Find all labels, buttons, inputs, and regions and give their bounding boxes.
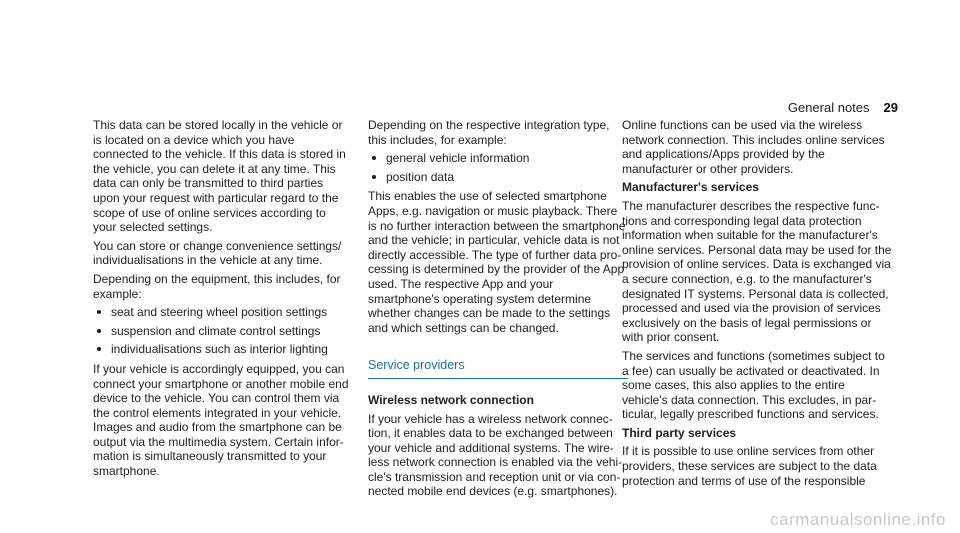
bullet-item: position data <box>368 170 628 185</box>
paragraph: The manufacturer describes the respective functions and corresponding legal data protection information when suitable for the manufacturer's online services. Personal data may be used for the provision of online services. Data is exchanged via a secure connection, e.g. to the manufacturer's designated IT systems. Personal data is collected, processed and used via the provision of services exclusively on the basis of legal permissions or with prior consent. <box>622 198 892 345</box>
subheading: Third party services <box>622 425 737 440</box>
column-3 <box>622 118 892 492</box>
bullet-item: general vehicle information <box>368 151 628 166</box>
paragraph: Depending on the equipment, this includes, for example: <box>93 271 341 301</box>
section-heading: Service providers <box>368 358 628 379</box>
bullet-list <box>368 151 628 184</box>
subheading: Wireless network connection <box>368 392 534 407</box>
paragraph: This data can be stored locally in the vehicle or is located on a device which you have connected to the vehicle. If this data is stored in the vehicle, you can delete it at any time. This data can only be transmitted to third parties upon your request with particular regard to the scope of use of online services according to your selected settings. <box>93 118 346 235</box>
column-1 <box>93 118 349 483</box>
paragraph: Depending on the respective integration type, this includes, for example: <box>368 118 610 147</box>
column-2 <box>368 118 628 503</box>
bullet-item: suspension and climate control settings <box>93 324 349 339</box>
paragraph: You can store or change convenience settings/ individualisations in the vehicle at any time. <box>93 238 342 268</box>
paragraph: If your vehicle has a wireless network connection, it enables data to be exchanged between your vehicle and additional systems. The wireless network connection is enabled via the vehicle's transmission and reception unit or via connected mobile end devices (e.g. smartphones). <box>368 411 623 499</box>
watermark: carmanualsonline.info <box>770 510 946 529</box>
bullet-item: seat and steering wheel position settings <box>93 305 349 320</box>
bullet-list <box>93 305 349 357</box>
bullet-item: individualisations such as interior lighting <box>93 342 349 357</box>
page-number: 29 <box>883 100 898 115</box>
header-title: General notes <box>787 100 870 115</box>
subheading: Manufacturer's services <box>622 180 759 195</box>
page-header <box>788 100 898 115</box>
paragraph: If it is possible to use online services from other providers, these services are subject to the data protection and terms of use of the responsible <box>622 444 877 488</box>
paragraph: The services and functions (sometimes subject to a fee) can usually be activated or deactivated. In some cases, this also applies to the entire vehicle's data connection. This excludes, in particular, legally prescribed functions and services. <box>622 348 885 422</box>
paragraph: Online functions can be used via the wireless network connection. This includes online services and applications/Apps provided by the manufacturer or other providers. <box>622 118 885 176</box>
paragraph: This enables the use of selected smartphone Apps, e.g. navigation or music playback. There is no further interaction between the smartphone and the vehicle; in particular, vehicle data is not directly accessible. The type of further data processing is determined by the provider of the App used. The respective App and your smartphone's operating system determine whether changes can be made to the settings and which settings can be changed. <box>368 189 626 335</box>
paragraph: If your vehicle is accordingly equipped, you can connect your smartphone or another mobile end device to the vehicle. You can control them via the control elements integrated in your vehicle. Images and audio from the smartphone can be output via the multimedia system. Certain information is simultaneously transmitted to your smartphone. <box>93 361 349 479</box>
